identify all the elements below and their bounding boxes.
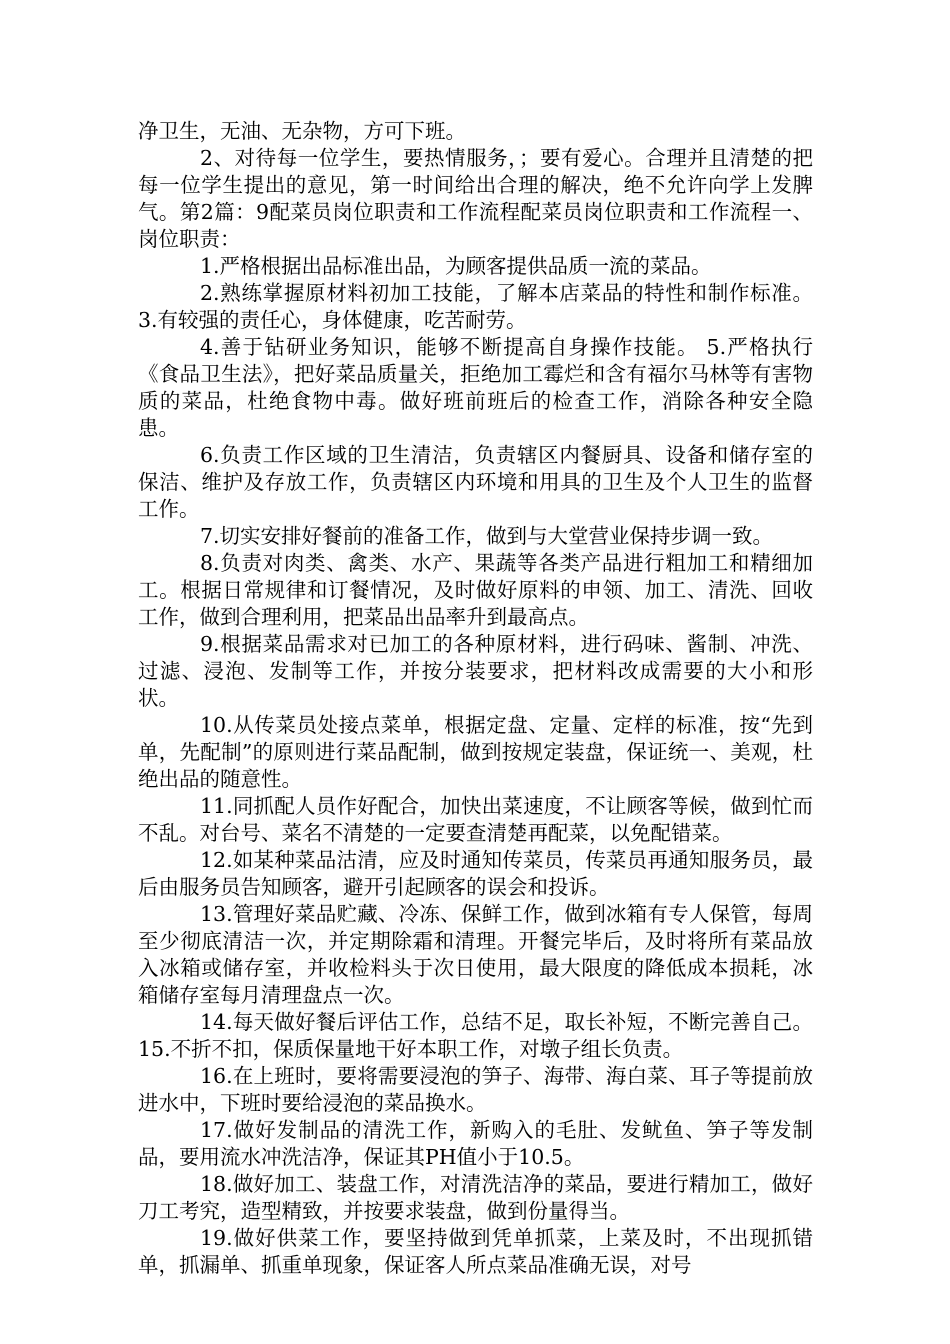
paragraph-14: 14.每天做好餐后评估工作，总结不足，取长补短，不断完善自己。 15.不折不扣，保质保量地干好本职工作，对墩子组长负责。: [138, 1010, 813, 1061]
paragraph-18: 19.做好供菜工作，要坚持做到凭单抓菜，上菜及时，不出现抓错单，抓漏单、抓重单现象，保证客人所点菜品准确无误，对号: [138, 1226, 813, 1277]
paragraph-11: 11.同抓配人员作好配合，加快出菜速度，不让顾客等候，做到忙而不乱。对台号、菜名不清楚的一定要查清楚再配菜，以免配错菜。: [138, 794, 813, 845]
document-body: [138, 118, 813, 1279]
paragraph-9: 9.根据菜品需求对已加工的各种原材料，进行码味、酱制、冲洗、过滤、浸泡、发制等工作，并按分装要求，把材料改成需要的大小和形状。: [138, 632, 813, 710]
paragraph-5: 4.善于钻研业务知识，能够不断提高自身操作技能。 5.严格执行《食品卫生法》，把好菜品质量关，拒绝加工霉烂和含有福尔马林等有害物质的菜品，杜绝食物中毒。做好班前班后的检查工作，消除各种安全隐患。: [138, 335, 813, 440]
paragraph-10: 10.从传菜员处接点菜单，根据定盘、定量、定样的标准，按“先到单，先配制”的原则进行菜品配制，做到按规定装盘，保证统一、美观，杜绝出品的随意性。: [138, 713, 813, 791]
paragraph-1: 净卫生，无油、无杂物，方可下班。: [138, 119, 466, 143]
paragraph-16: 17.做好发制品的清洗工作，新购入的毛肚、发鱿鱼、笋子等发制品，要用流水冲洗洁净，保证其PH值小于10.5。: [138, 1118, 813, 1169]
paragraph-17: 18.做好加工、装盘工作，对清洗洁净的菜品，要进行精加工，做好刀工考究，造型精致，并按要求装盘，做到份量得当。: [138, 1172, 813, 1223]
paragraph-3: 1.严格根据出品标准出品，为顾客提供品质一流的菜品。: [200, 254, 712, 278]
paragraph-13: 13.管理好菜品贮藏、冷冻、保鲜工作，做到冰箱有专人保管，每周至少彻底清洁一次，并定期除霜和清理。开餐完毕后，及时将所有菜品放入冰箱或储存室，并收检料头于次日使用，最大限度的降低成本损耗，冰箱储存室每月清理盘点一次。: [138, 902, 813, 1007]
paragraph-6: 6.负责工作区域的卫生清洁，负责辖区内餐厨具、设备和储存室的保洁、维护及存放工作，负责辖区内环境和用具的卫生及个人卫生的监督工作。: [138, 443, 813, 521]
paragraph-4: 2.熟练掌握原材料初加工技能，了解本店菜品的特性和制作标准。 3.有较强的责任心，身体健康，吃苦耐劳。: [138, 281, 813, 332]
paragraph-15: 16.在上班时，要将需要浸泡的笋子、海带、海白菜、耳子等提前放进水中，下班时要给浸泡的菜品换水。: [138, 1064, 813, 1115]
paragraph-7: 7.切实安排好餐前的准备工作，做到与大堂营业保持步调一致。: [200, 524, 774, 548]
paragraph-12: 12.如某种菜品沽清，应及时通知传菜员，传菜员再通知服务员，最后由服务员告知顾客，避开引起顾客的误会和投诉。: [138, 848, 813, 899]
paragraph-2: 2、对待每一位学生，要热情服务，；要有爱心。合理并且清楚的把每一位学生提出的意见，第一时间给出合理的解决，绝不允许向学上发脾气。第2篇：9配菜员岗位职责和工作流程配菜员岗位职责和工作流程一、岗位职责：: [138, 146, 813, 251]
paragraph-8: 8.负责对肉类、禽类、水产、果蔬等各类产品进行粗加工和精细加工。根据日常规律和订餐情况，及时做好原料的申领、加工、清洗、回收工作，做到合理利用，把菜品出品率升到最高点。: [138, 551, 813, 629]
